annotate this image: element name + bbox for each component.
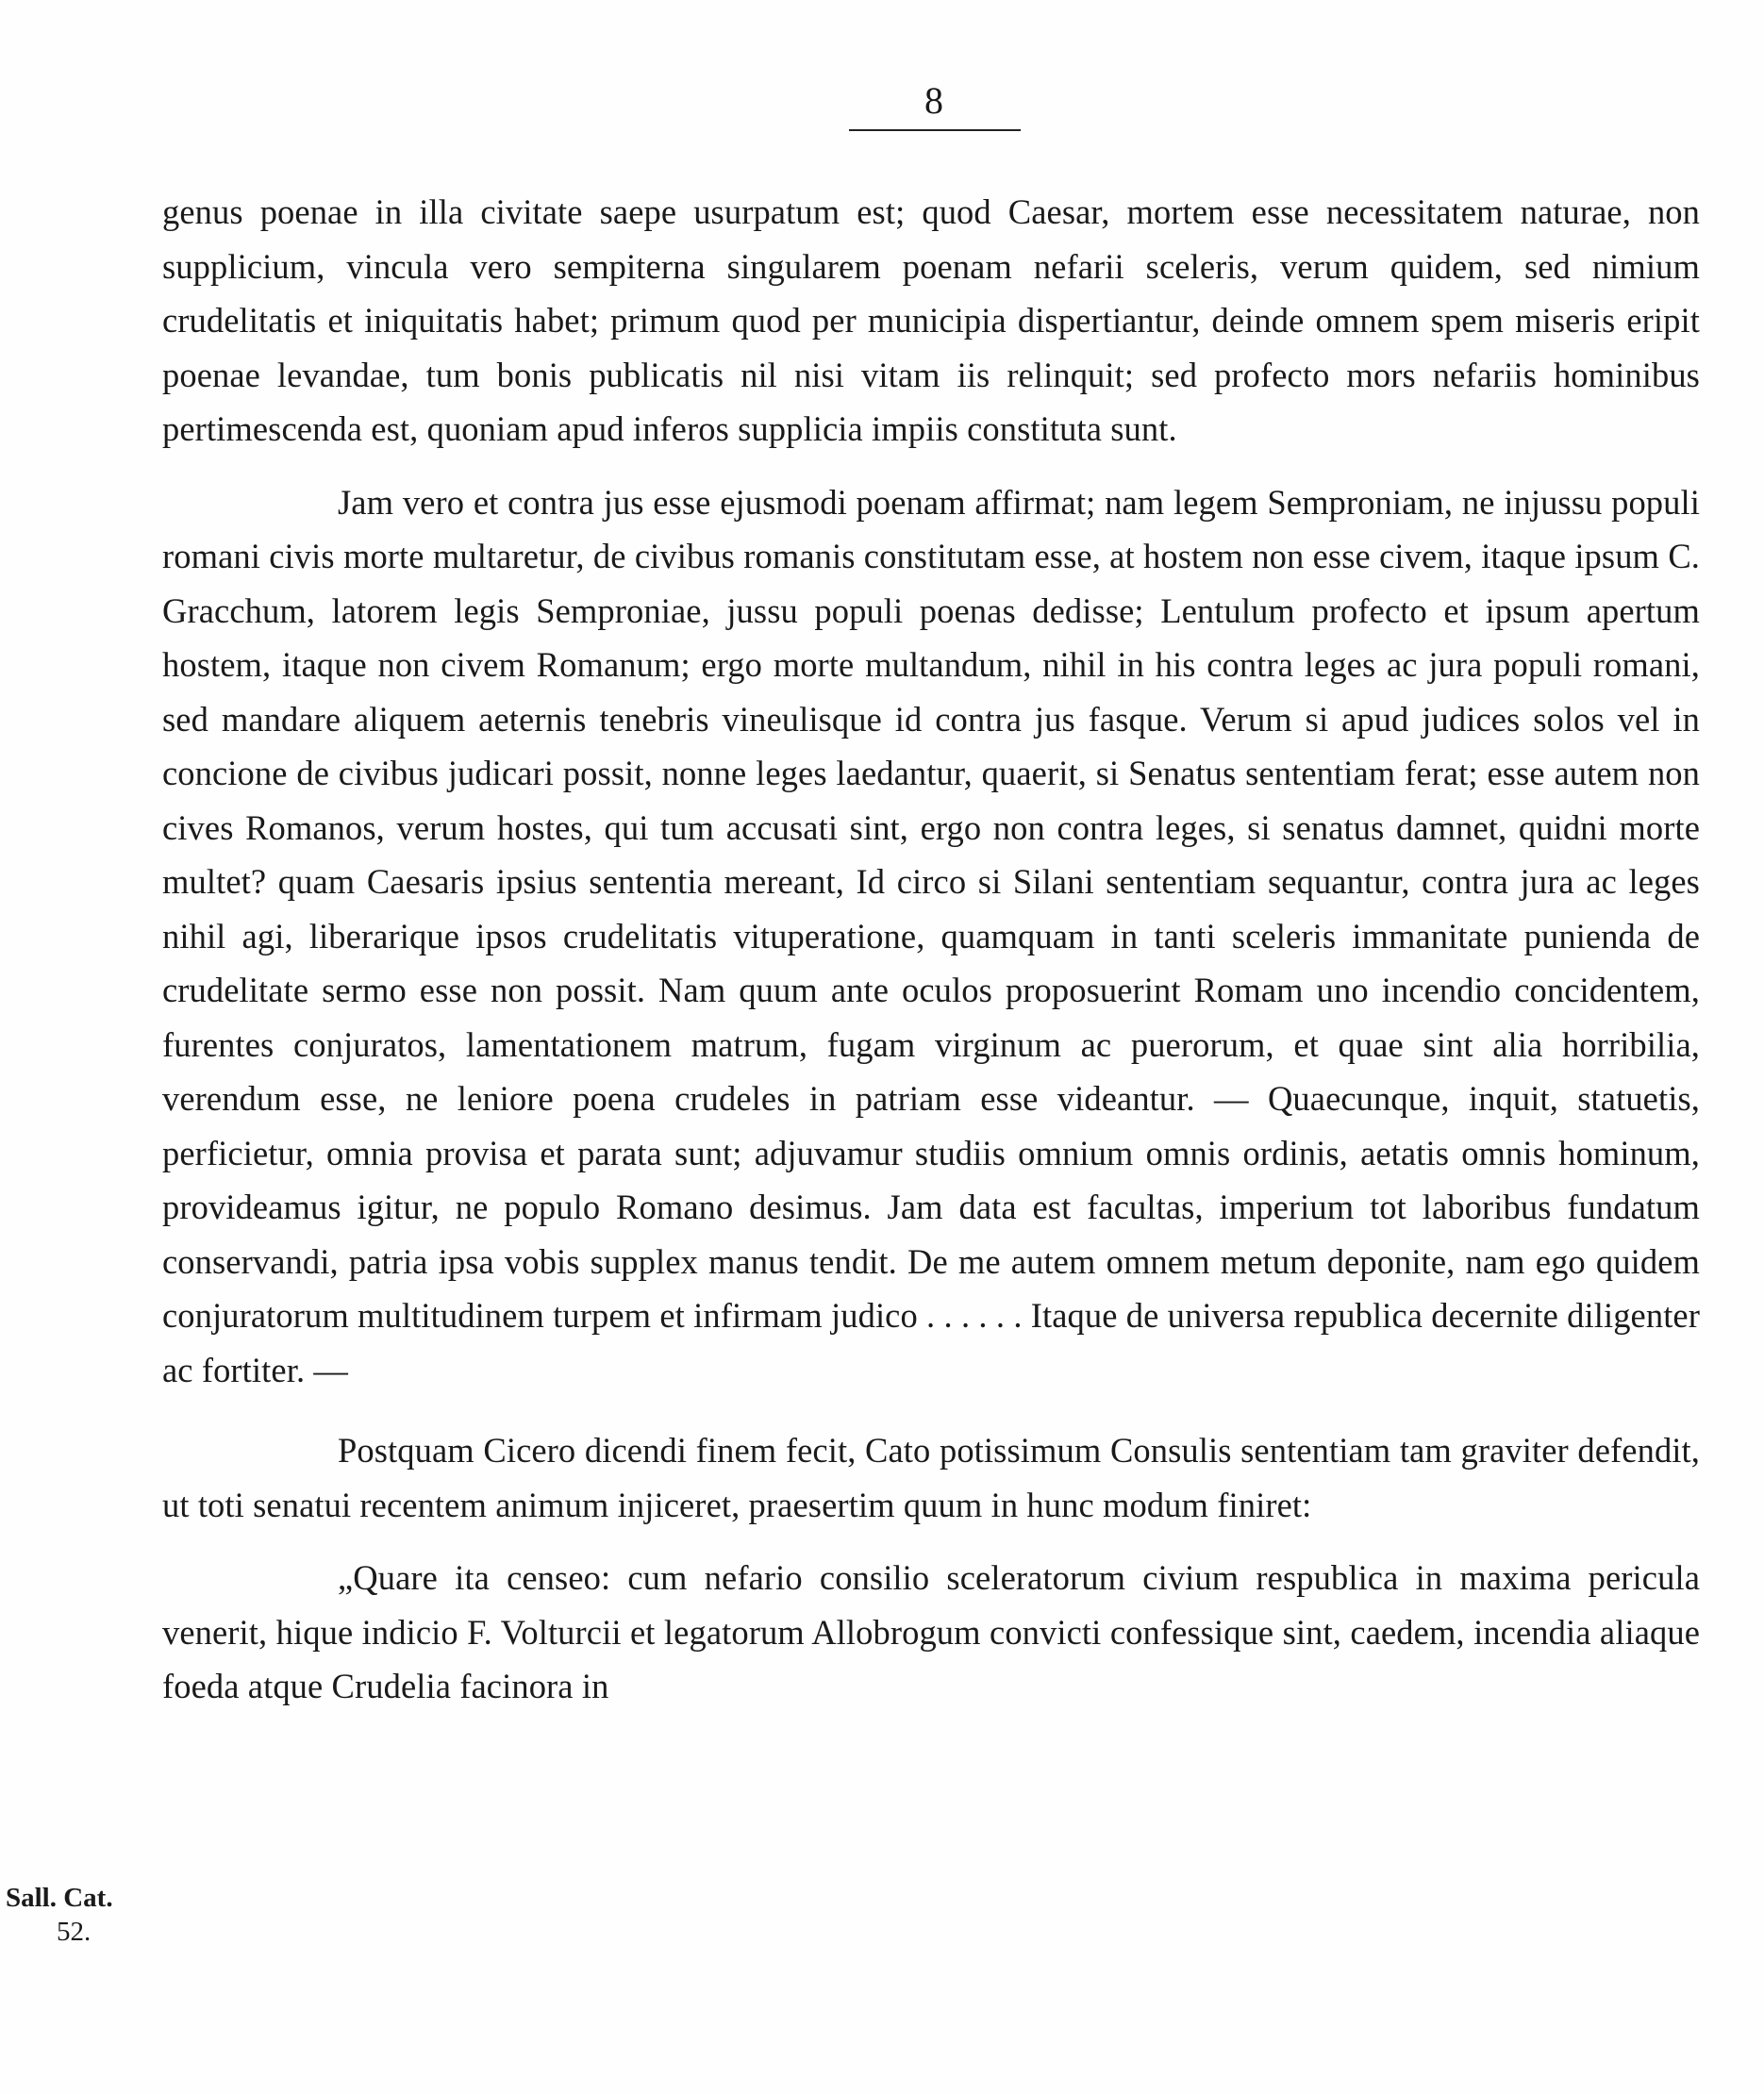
margin-note-reference: Sall. Cat. [6, 1883, 113, 1913]
paragraph-quare-ita: „Quare ita censeo: cum nefario consilio sceleratorum civium respublica in maxima pericula venerit, hique indicio F. Volturcii et legatorum Allobrogum convicti confessique sint, caedem, incendia aliaque foeda atque Crudelia facinora in [162, 1558, 1700, 1705]
paragraph-continuation: genus poenae in illa civitate saepe usurpatum est; quod Caesar, mortem esse necessitatem naturae, non supplicium, vincula vero sempiterna singularem poenam nefarii sceleris, verum quidem, sed nimium crudelitatis et iniquitatis habet; primum quod per municipia dispertiantur, deinde omnem spem miseris eripit poenae levandae, tum bonis publicatis nil nisi vitam iis relinquit; sed profecto mors nefariis hominibus pertimescenda est, quoniam apud inferos supplicia impiis constituta sunt. [162, 192, 1700, 448]
paragraph-jam-vero: Jam vero et contra jus esse ejusmodi poenam affirmat; nam legem Semproniam, ne injussu populi romani civis morte multaretur, de civibus romanis constitutam esse, at hostem non esse civem, itaque ipsum C. Gracchum, latorem legis Semproniae, jussu populi poenas dedisse; Lentulum profecto et ipsum apertum hostem, itaque non civem Romanum; ergo morte multandum, nihil in his contra leges ac jura populi romani, sed mandare aliquem aeternis tenebris vineulisque id contra jus fasque. Verum si apud judices solos vel in concione de civibus judicari possit, nonne leges laedantur, quaerit, si Senatus sententiam ferat; esse autem non cives Romanos, verum hostes, qui tum accusati sint, ergo non contra leges, si senatus damnet, quidni morte multet? quam Caesaris ipsius sententia mereant, Id circo si Silani sententiam sequantur, contra jura ac leges nihil agi, liberarique ipsos crudelitatis vituperatione, quamquam in tanti sceleris immanitate punienda de crudelitate sermo esse non possit. Nam quum ante oculos proposuerint Romam uno incendio concidentem, furentes conjuratos, lamentationem matrum, fugam virginum ac puerorum, et quae sint alia horribilia, verendum esse, ne leniore poena crudeles in patriam esse videantur. — Quaecunque, inquit, statuetis, perficietur, omnia provisa et parata sunt; adjuvamur studiis omnium omnis ordinis, aetatis omnis hominum, provideamus igitur, ne populo Romano desimus. Jam data est facultas, imperium tot laboribus fundatum conservandi, patria ipsa vobis supplex manus tendit. De me autem omnem metum deponite, nam ego quidem conjuratorum multitudinem turpem et infirmam judico . . . . . . Itaque de universa republica decernite diligenter ac fortiter. — [162, 482, 1700, 1389]
page-number-rule [849, 129, 1021, 131]
paragraph-postquam: Postquam Cicero dicendi finem fecit, Cato potissimum Consulis sententiam tam graviter defendit, ut toti senatui recentem animum injiceret, praesertim quum in hunc modum finiret: [162, 1431, 1700, 1524]
page-number: 8 [924, 79, 943, 122]
margin-note [6, 1881, 157, 1949]
body-text [162, 185, 1700, 1714]
margin-note-number: 52. [57, 1917, 92, 1947]
